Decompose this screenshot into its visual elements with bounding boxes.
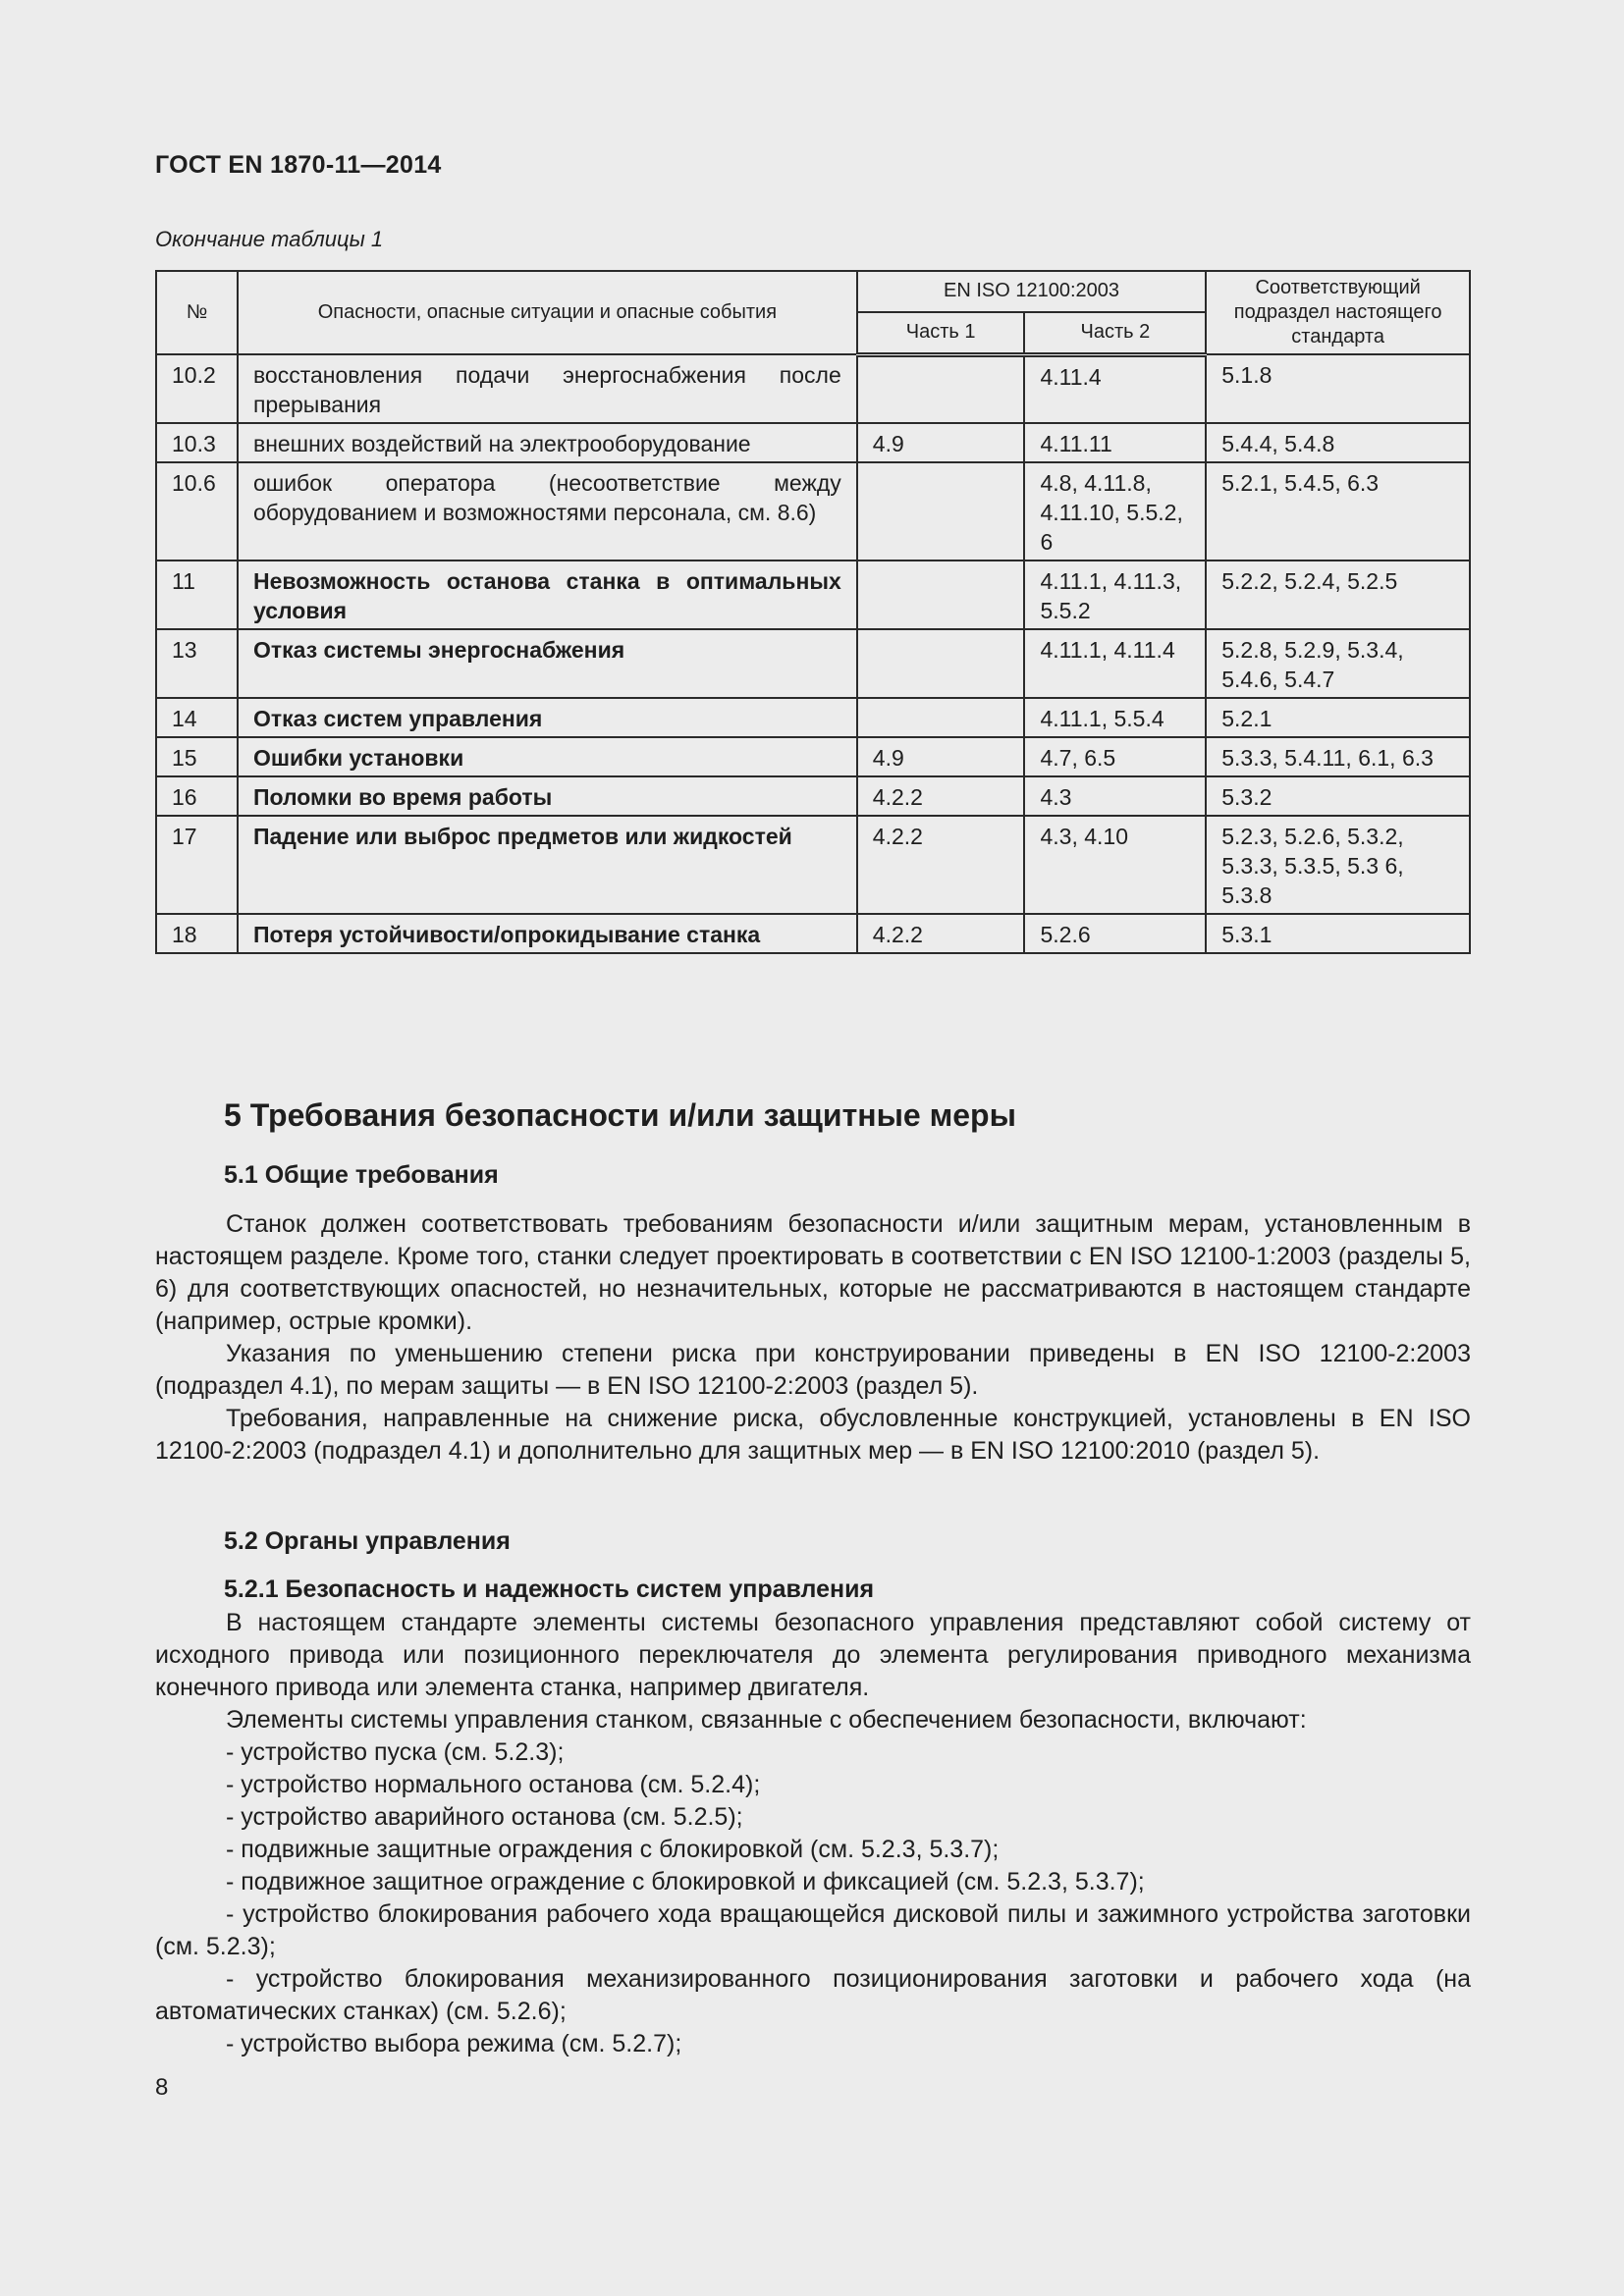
cell-part1 bbox=[857, 462, 1025, 561]
document-header: ГОСТ EN 1870-11—2014 bbox=[155, 151, 442, 179]
cell-hazard: Отказ системы энергоснабжения bbox=[238, 629, 857, 698]
list-item: - устройство пуска (см. 5.2.3); bbox=[226, 1738, 565, 1766]
cell-part2: 4.7, 6.5 bbox=[1024, 737, 1206, 776]
subsection-5-1-title: 5.1 Общие требования bbox=[224, 1161, 499, 1189]
list-item: - устройство блокирования рабочего хода вращающейся дисковой пилы и зажимного устройства заготовки (см. 5.2.3); bbox=[155, 1900, 1471, 1960]
cell-part2: 4.8, 4.11.8, 4.11.10, 5.5.2, 6 bbox=[1024, 462, 1206, 561]
cell-num: 11 bbox=[156, 561, 238, 629]
table-row bbox=[156, 629, 1470, 698]
cell-part1 bbox=[857, 698, 1025, 737]
cell-num: 14 bbox=[156, 698, 238, 737]
cell-num: 15 bbox=[156, 737, 238, 776]
cell-part1: 4.2.2 bbox=[857, 914, 1025, 953]
table-row bbox=[156, 462, 1470, 561]
cell-part2: 4.11.1, 4.11.4 bbox=[1024, 629, 1206, 698]
cell-hazard: Невозможность останова станка в оптимальных условия bbox=[238, 561, 857, 629]
table-row bbox=[156, 698, 1470, 737]
cell-part1 bbox=[857, 354, 1025, 423]
section-5-title: 5 Требования безопасности и/или защитные меры bbox=[224, 1097, 1016, 1133]
cell-hazard: Падение или выброс предметов или жидкостей bbox=[238, 816, 857, 914]
header-part2: Часть 2 bbox=[1024, 312, 1206, 354]
cell-hazard: восстановления подачи энергоснабжения после прерывания bbox=[238, 354, 857, 423]
cell-part2: 4.11.1, 4.11.3, 5.5.2 bbox=[1024, 561, 1206, 629]
table-row bbox=[156, 914, 1470, 953]
page-number: 8 bbox=[155, 2074, 169, 2101]
cell-part2: 4.11.4 bbox=[1024, 354, 1206, 423]
table-row bbox=[156, 737, 1470, 776]
cell-part2: 4.11.11 bbox=[1024, 423, 1206, 462]
table-row bbox=[156, 354, 1470, 423]
cell-clause: 5.1.8 bbox=[1206, 354, 1470, 423]
header-hazard: Опасности, опасные ситуации и опасные события bbox=[238, 271, 857, 354]
cell-num: 10.2 bbox=[156, 354, 238, 423]
paragraph: Элементы системы управления станком, связанные с обеспечением безопасности, включают: bbox=[226, 1706, 1307, 1734]
header-part1: Часть 1 bbox=[857, 312, 1025, 354]
cell-part2: 4.3, 4.10 bbox=[1024, 816, 1206, 914]
cell-clause: 5.2.8, 5.2.9, 5.3.4, 5.4.6, 5.4.7 bbox=[1206, 629, 1470, 698]
list-item: - устройство аварийного останова (см. 5.2.5); bbox=[226, 1803, 743, 1831]
cell-clause: 5.2.1, 5.4.5, 6.3 bbox=[1206, 462, 1470, 561]
cell-hazard: Потеря устойчивости/опрокидывание станка bbox=[238, 914, 857, 953]
paragraph: Требования, направленные на снижение риска, обусловленные конструкцией, установлены в EN ISO 12100-2:2003 (подраздел 4.1) и дополнительно для защитных мер — в EN ISO 12100:2010 (раздел 5). bbox=[155, 1405, 1471, 1465]
paragraph: Станок должен соответствовать требованиям безопасности и/или защитным мерам, установленным в настоящем разделе. Кроме того, станки следует проектировать в соответствии с EN ISO 12100-1:2003 (разделы 5, 6) для соответствующих опасностей, но незначительных, которые не рассматриваются в настоящем стандарте (например, острые кромки). bbox=[155, 1210, 1471, 1335]
cell-hazard: Ошибки установки bbox=[238, 737, 857, 776]
list-item: - подвижные защитные ограждения с блокировкой (см. 5.2.3, 5.3.7); bbox=[226, 1836, 1000, 1863]
table-row bbox=[156, 776, 1470, 816]
table-row bbox=[156, 561, 1470, 629]
cell-clause: 5.4.4, 5.4.8 bbox=[1206, 423, 1470, 462]
cell-clause: 5.2.1 bbox=[1206, 698, 1470, 737]
cell-clause: 5.3.3, 5.4.11, 6.1, 6.3 bbox=[1206, 737, 1470, 776]
cell-part2: 4.11.1, 5.5.4 bbox=[1024, 698, 1206, 737]
subsection-5-1-text bbox=[155, 1208, 1471, 1468]
cell-num: 18 bbox=[156, 914, 238, 953]
header-num: № bbox=[156, 271, 238, 354]
table-caption: Окончание таблицы 1 bbox=[155, 227, 384, 251]
cell-num: 10.6 bbox=[156, 462, 238, 561]
cell-hazard: ошибок оператора (несоответствие между оборудованием и возможностями персонала, см. 8.6) bbox=[238, 462, 857, 561]
hazards-table bbox=[155, 270, 1471, 954]
cell-num: 13 bbox=[156, 629, 238, 698]
cell-clause: 5.2.2, 5.2.4, 5.2.5 bbox=[1206, 561, 1470, 629]
cell-part2: 5.2.6 bbox=[1024, 914, 1206, 953]
list-item: - устройство блокирования механизированного позиционирования заготовки и рабочего хода (на автоматических станках) (см. 5.2.6); bbox=[155, 1965, 1471, 2025]
cell-clause: 5.3.1 bbox=[1206, 914, 1470, 953]
cell-hazard: Отказ систем управления bbox=[238, 698, 857, 737]
cell-num: 16 bbox=[156, 776, 238, 816]
header-iso: EN ISO 12100:2003 bbox=[857, 271, 1206, 312]
cell-part1: 4.2.2 bbox=[857, 776, 1025, 816]
cell-hazard: Поломки во время работы bbox=[238, 776, 857, 816]
subsection-5-2-1-title: 5.2.1 Безопасность и надежность систем управления bbox=[224, 1575, 875, 1603]
cell-part1: 4.9 bbox=[857, 737, 1025, 776]
cell-num: 17 bbox=[156, 816, 238, 914]
cell-part1: 4.9 bbox=[857, 423, 1025, 462]
table-row bbox=[156, 816, 1470, 914]
paragraph: В настоящем стандарте элементы системы безопасного управления представляют собой систему от исходного привода или позиционного переключателя до элемента регулирования приводного механизма конечного привода или элемента станка, например двигателя. bbox=[155, 1609, 1471, 1701]
list-item: - устройство нормального останова (см. 5.2.4); bbox=[226, 1771, 761, 1798]
subsection-5-2-title: 5.2 Органы управления bbox=[224, 1527, 511, 1555]
cell-hazard: внешних воздействий на электрооборудование bbox=[238, 423, 857, 462]
cell-clause: 5.2.3, 5.2.6, 5.3.2, 5.3.3, 5.3.5, 5.3 6, 5.3.8 bbox=[1206, 816, 1470, 914]
cell-num: 10.3 bbox=[156, 423, 238, 462]
list-item: - подвижное защитное ограждение с блокировкой и фиксацией (см. 5.2.3, 5.3.7); bbox=[226, 1868, 1145, 1896]
cell-clause: 5.3.2 bbox=[1206, 776, 1470, 816]
cell-part1 bbox=[857, 561, 1025, 629]
subsection-5-2-1-text bbox=[155, 1607, 1471, 2060]
cell-part1: 4.2.2 bbox=[857, 816, 1025, 914]
cell-part2: 4.3 bbox=[1024, 776, 1206, 816]
list-item: - устройство выбора режима (см. 5.2.7); bbox=[226, 2030, 682, 2057]
table-row bbox=[156, 423, 1470, 462]
header-subclause: Соответствующий подраздел настоящего стандарта bbox=[1206, 271, 1470, 354]
paragraph: Указания по уменьшению степени риска при конструировании приведены в EN ISO 12100-2:2003 (подраздел 4.1), по мерам защиты — в EN ISO 12100-2:2003 (раздел 5). bbox=[155, 1340, 1471, 1400]
cell-part1 bbox=[857, 629, 1025, 698]
